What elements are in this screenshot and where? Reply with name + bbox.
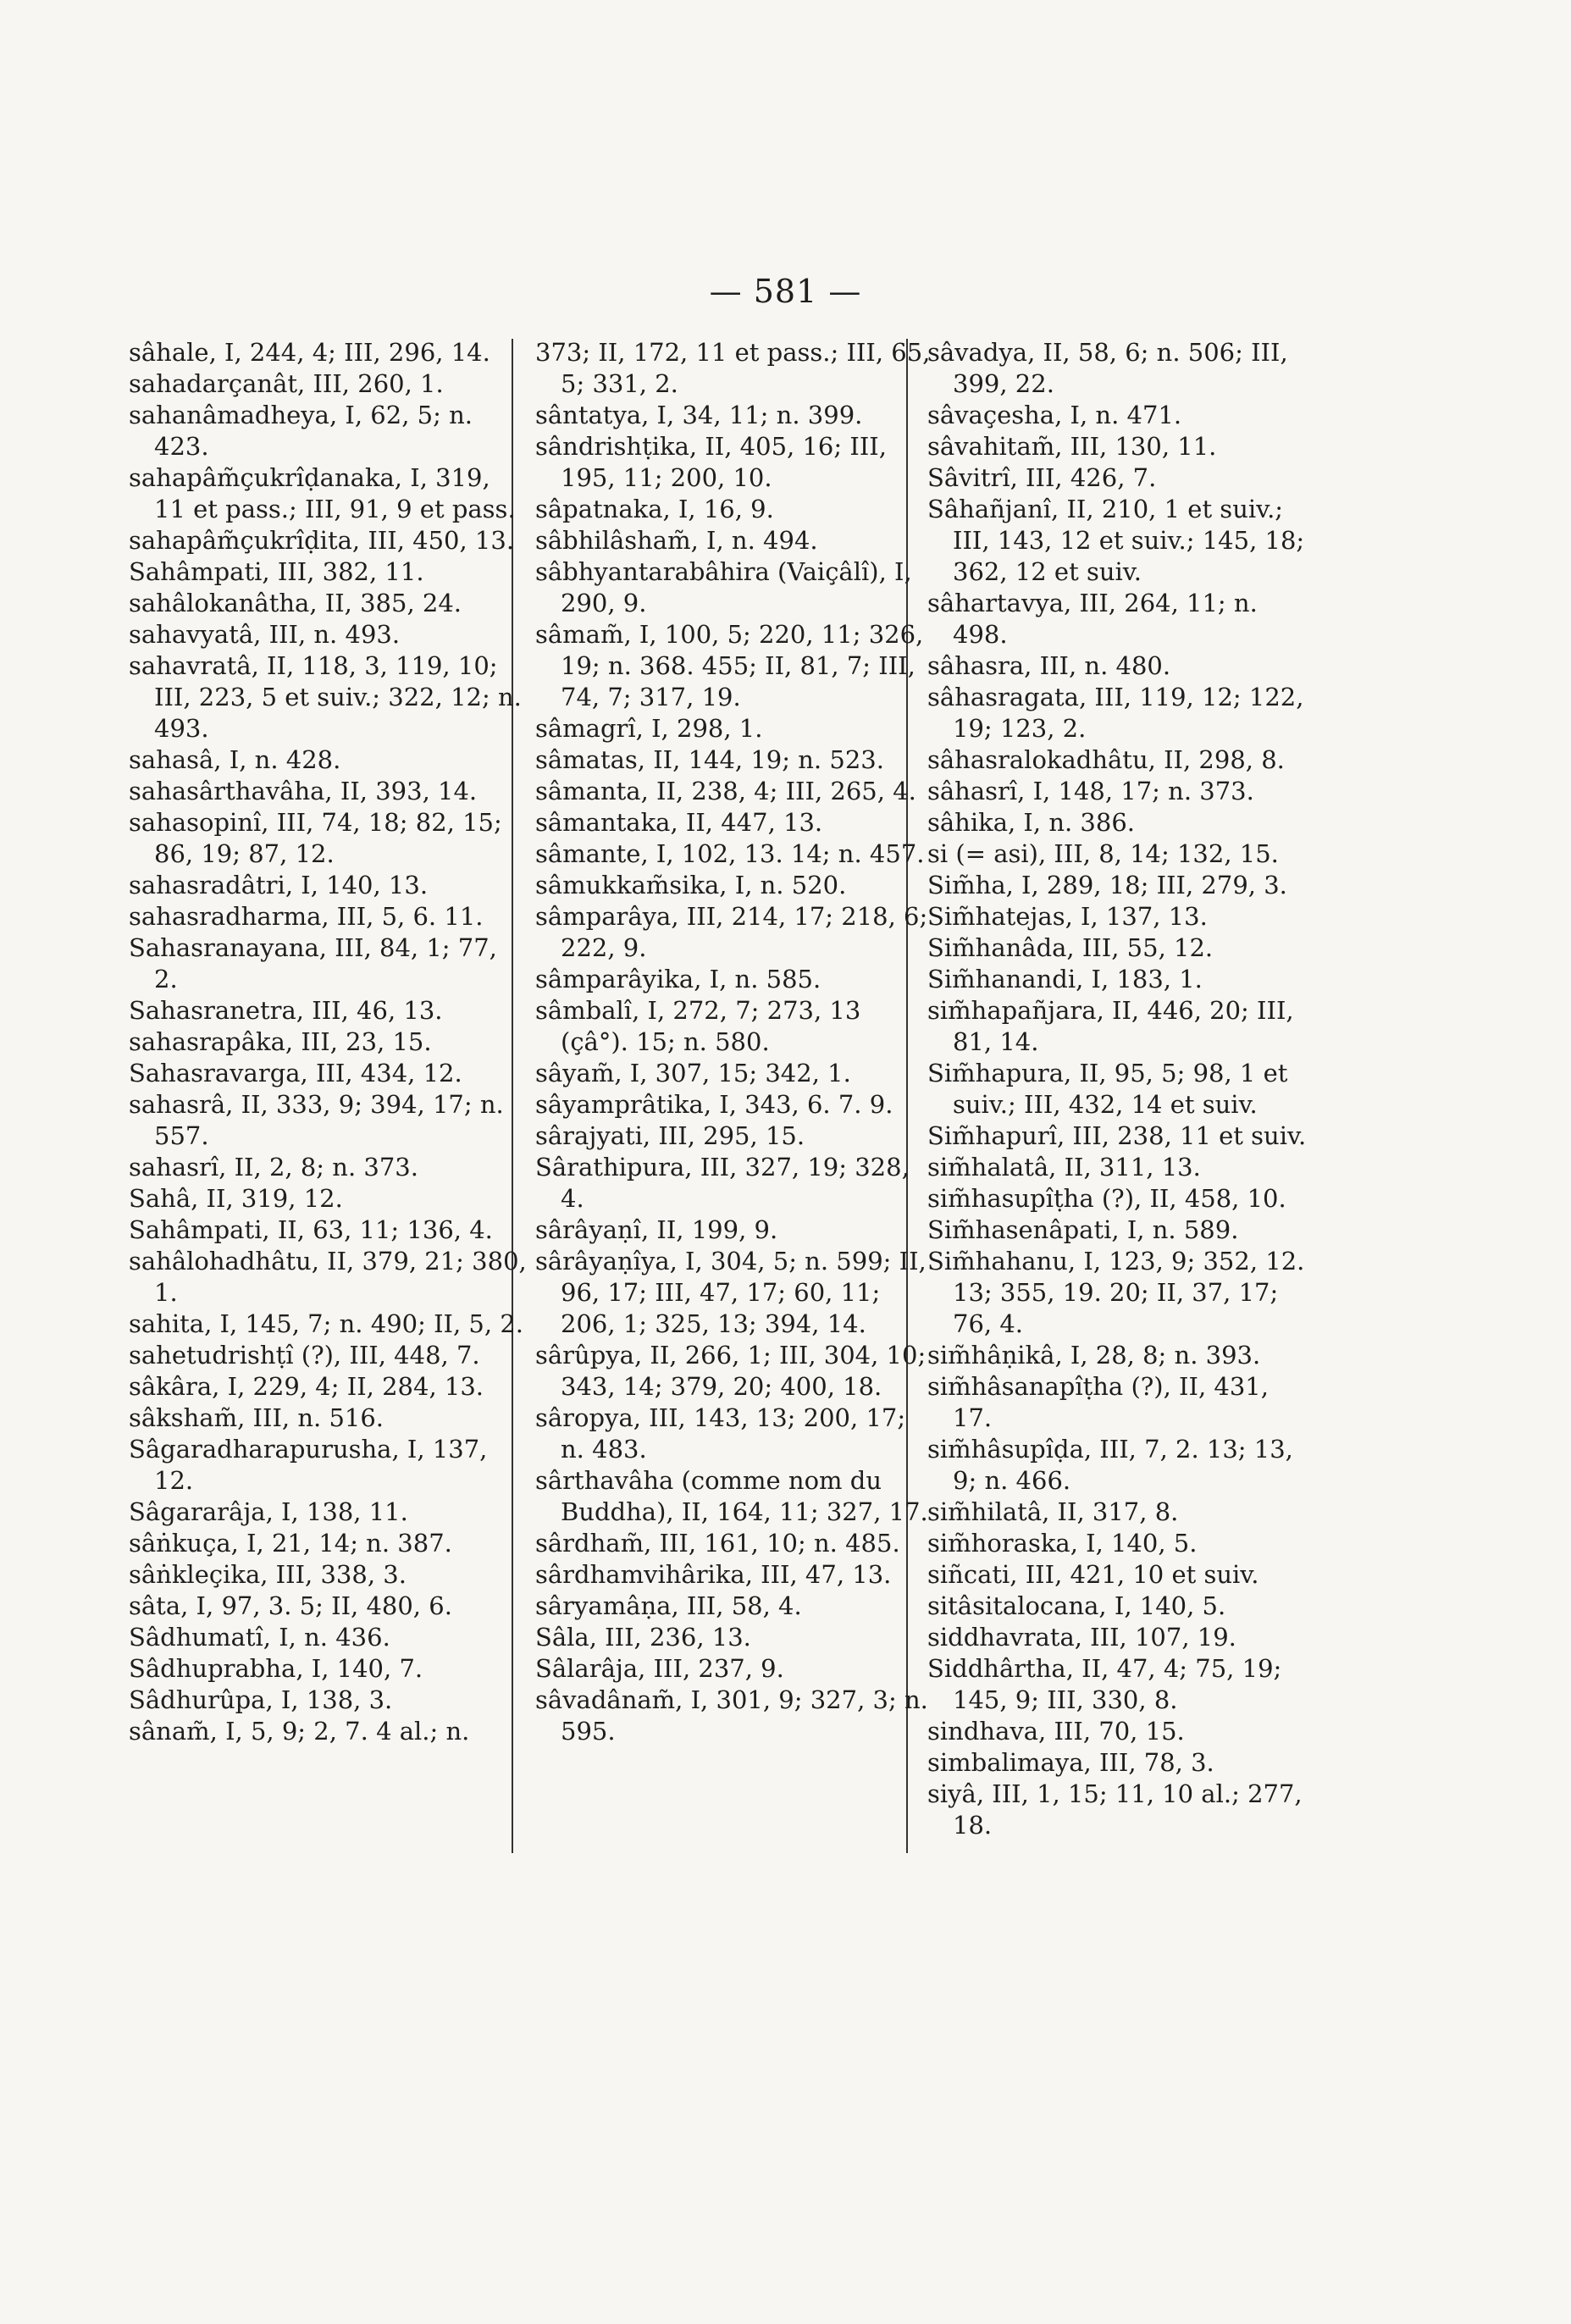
index-entry: Sâvitrî, III, 426, 7. bbox=[927, 463, 1157, 492]
index-entry: Sim̃ha, I, 289, 18; III, 279, 3. bbox=[927, 871, 1287, 899]
index-entry: sântatya, I, 34, 11; n. 399. bbox=[535, 401, 863, 429]
index-entry: sahapâm̃çukrîḍanaka, I, 319, 11 et pass.; III, 91, 9 et pass. bbox=[129, 463, 516, 523]
index-entry: Sahasranayana, III, 84, 1; 77, 2. bbox=[129, 933, 497, 993]
index-entry: sitâsitalocana, I, 140, 5. bbox=[927, 1591, 1226, 1620]
index-entry: Siddhârtha, II, 47, 4; 75, 19; 145, 9; III, 330, 8. bbox=[927, 1654, 1282, 1714]
index-entry: sahasâ, I, n. 428. bbox=[129, 745, 341, 774]
index-entry: sârûpya, II, 266, 1; III, 304, 10; 343, 14; 379, 20; 400, 18. bbox=[535, 1341, 927, 1401]
index-entry: siddhavrata, III, 107, 19. bbox=[927, 1623, 1236, 1652]
index-entry: sim̃hâsupîḍa, III, 7, 2. 13; 13, 9; n. 466. bbox=[927, 1435, 1293, 1495]
index-entry: Sahasravarga, III, 434, 12. bbox=[129, 1059, 462, 1087]
index-entry: sâmante, I, 102, 13. 14; n. 457. bbox=[535, 839, 925, 868]
index-entry: sim̃hâṇikâ, I, 28, 8; n. 393. bbox=[927, 1341, 1261, 1370]
index-entry: sâta, I, 97, 3. 5; II, 480, 6. bbox=[129, 1591, 452, 1620]
index-entry: Sahâmpati, II, 63, 11; 136, 4. bbox=[129, 1215, 493, 1244]
index-entry: sâvadya, II, 58, 6; n. 506; III, 399, 22. bbox=[927, 338, 1288, 398]
index-entry: sahasradâtri, I, 140, 13. bbox=[129, 871, 429, 899]
index-entry: 373; II, 172, 11 et pass.; III, 65, 5; 331, 2. bbox=[535, 338, 931, 398]
index-entry: sâmukkam̃sika, I, n. 520. bbox=[535, 871, 847, 899]
index-entry: sâvahitam̃, III, 130, 11. bbox=[927, 432, 1217, 461]
index-entry: sim̃hilatâ, II, 317, 8. bbox=[927, 1497, 1179, 1526]
index-entry: Sâlarâja, III, 237, 9. bbox=[535, 1654, 784, 1683]
index-entry: sâmatas, II, 144, 19; n. 523. bbox=[535, 745, 884, 774]
index-entry: Sâgaradharapurusha, I, 137, 12. bbox=[129, 1435, 488, 1495]
index-entry: sâhartavya, III, 264, 11; n. 498. bbox=[927, 589, 1258, 649]
index-entry: sahetudrishṭî (?), III, 448, 7. bbox=[129, 1341, 480, 1370]
index-entry: sahâlohadhâtu, II, 379, 21; 380, 1. bbox=[129, 1247, 527, 1307]
index-entry: sâyamprâtika, I, 343, 6. 7. 9. bbox=[535, 1090, 893, 1119]
index-entry: sâmbalî, I, 272, 7; 273, 13 (çâ°). 15; n. 580. bbox=[535, 996, 861, 1056]
index-entry: sâropya, III, 143, 13; 200, 17; n. 483. bbox=[535, 1403, 906, 1464]
index-entry: Sahâmpati, III, 382, 11. bbox=[129, 557, 424, 586]
index-entry: sârâyaṇî, II, 199, 9. bbox=[535, 1215, 778, 1244]
index-entry: Sim̃hatejas, I, 137, 13. bbox=[927, 902, 1208, 931]
index-entry: sâpatnaka, I, 16, 9. bbox=[535, 495, 774, 523]
index-entry: Sim̃hapurî, III, 238, 11 et suiv. bbox=[927, 1121, 1307, 1150]
index-entry: Sâla, III, 236, 13. bbox=[535, 1623, 751, 1652]
index-entry: sindhava, III, 70, 15. bbox=[927, 1717, 1185, 1746]
index-entry: sârthavâha (comme nom du Buddha), II, 164, 11; 327, 17. bbox=[535, 1466, 928, 1526]
index-entry: simbalimaya, III, 78, 3. bbox=[927, 1748, 1214, 1777]
page-number: — 581 — bbox=[709, 273, 862, 310]
index-entry: Sâdhumatî, I, n. 436. bbox=[129, 1623, 390, 1652]
index-entry: sahasârthavâha, II, 393, 14. bbox=[129, 777, 478, 805]
index-entry: sahavyatâ, III, n. 493. bbox=[129, 620, 401, 649]
index-entry: sâmagrî, I, 298, 1. bbox=[535, 714, 763, 743]
index-entry: sahasrapâka, III, 23, 15. bbox=[129, 1027, 432, 1056]
index-entry: sahasopinî, III, 74, 18; 82, 15; 86, 19; 87, 12. bbox=[129, 808, 502, 868]
index-entry: sâmparâya, III, 214, 17; 218, 6; 222, 9. bbox=[535, 902, 928, 962]
index-entry: Sâdhuprabha, I, 140, 7. bbox=[129, 1654, 423, 1683]
index-entry: Sim̃hanandi, I, 183, 1. bbox=[927, 965, 1203, 993]
index-entry: sâkâra, I, 229, 4; II, 284, 13. bbox=[129, 1372, 484, 1401]
index-entry: sim̃hâsanapîṭha (?), II, 431, 17. bbox=[927, 1372, 1269, 1432]
index-entry: Sahasranetra, III, 46, 13. bbox=[129, 996, 443, 1025]
index-column-1 bbox=[129, 337, 527, 1747]
index-entry: sahasrâ, II, 333, 9; 394, 17; n. 557. bbox=[129, 1090, 504, 1150]
index-column-3 bbox=[927, 337, 1308, 1841]
index-entry: Sim̃hanâda, III, 55, 12. bbox=[927, 933, 1214, 962]
index-entry: sârdham̃, III, 161, 10; n. 485. bbox=[535, 1529, 900, 1558]
index-entry: sâyam̃, I, 307, 15; 342, 1. bbox=[535, 1059, 851, 1087]
index-entry: sâvaçesha, I, n. 471. bbox=[927, 401, 1182, 429]
index-entry: sâmparâyika, I, n. 585. bbox=[535, 965, 821, 993]
index-entry: sim̃hapañjara, II, 446, 20; III, 81, 14. bbox=[927, 996, 1294, 1056]
index-entry: si (= asi), III, 8, 14; 132, 15. bbox=[927, 839, 1279, 868]
index-entry: sâbhilâsham̃, I, n. 494. bbox=[535, 526, 818, 555]
index-entry: sâryamâṇa, III, 58, 4. bbox=[535, 1591, 802, 1620]
index-column-2 bbox=[535, 337, 933, 1747]
index-entry: sahasrî, II, 2, 8; n. 373. bbox=[129, 1153, 418, 1181]
index-entry: sâbhyantarabâhira (Vaiçâlî), I, 290, 9. bbox=[535, 557, 912, 617]
index-entry: sândrishṭika, II, 405, 16; III, 195, 11; 200, 10. bbox=[535, 432, 887, 492]
index-entry: sâhika, I, n. 386. bbox=[927, 808, 1135, 837]
index-entry: sârâyaṇîya, I, 304, 5; n. 599; II, 96, 17; III, 47, 17; 60, 11; 206, 1; 325, 13; 394, 14. bbox=[535, 1247, 927, 1338]
index-entry: sim̃hasupîṭha (?), II, 458, 10. bbox=[927, 1184, 1286, 1213]
index-entry: sim̃halatâ, II, 311, 13. bbox=[927, 1153, 1201, 1181]
index-entry: sâhasrî, I, 148, 17; n. 373. bbox=[927, 777, 1254, 805]
index-entry: sâmam̃, I, 100, 5; 220, 11; 326, 19; n. 368. 455; II, 81, 7; III, 74, 7; 317, 19. bbox=[535, 620, 924, 711]
index-entry: sahapâm̃çukrîḍita, III, 450, 13. bbox=[129, 526, 515, 555]
index-entry: Sâgararâja, I, 138, 11. bbox=[129, 1497, 408, 1526]
index-entry: sâhasragata, III, 119, 12; 122, 19; 123, 2. bbox=[927, 683, 1304, 743]
index-entry: sim̃horaska, I, 140, 5. bbox=[927, 1529, 1198, 1558]
index-entry: sâhasralokadhâtu, II, 298, 8. bbox=[927, 745, 1285, 774]
index-entry: Sâdhurûpa, I, 138, 3. bbox=[129, 1685, 393, 1714]
index-entry: sârdhamvihârika, III, 47, 13. bbox=[535, 1560, 892, 1589]
index-entry: Sâhañjanî, II, 210, 1 et suiv.; III, 143, 12 et suiv.; 145, 18; 362, 12 et suiv. bbox=[927, 495, 1305, 586]
index-entry: sahasradharma, III, 5, 6. 11. bbox=[129, 902, 484, 931]
index-entry: sâvadânam̃, I, 301, 9; 327, 3; n. 595. bbox=[535, 1685, 928, 1746]
index-entry: sâmantaka, II, 447, 13. bbox=[535, 808, 823, 837]
index-entry: sâṅkleçika, III, 338, 3. bbox=[129, 1560, 407, 1589]
index-entry: siñcati, III, 421, 10 et suiv. bbox=[927, 1560, 1259, 1589]
index-entry: sâksham̃, III, n. 516. bbox=[129, 1403, 384, 1432]
index-entry: siyâ, III, 1, 15; 11, 10 al.; 277, 18. bbox=[927, 1779, 1303, 1840]
index-entry: Sim̃hasenâpati, I, n. 589. bbox=[927, 1215, 1239, 1244]
index-entry: sâhale, I, 244, 4; III, 296, 14. bbox=[129, 338, 490, 367]
index-entry: sahadarçanât, III, 260, 1. bbox=[129, 369, 444, 398]
index-entry: sahavratâ, II, 118, 3, 119, 10; III, 223, 5 et suiv.; 322, 12; n. 493. bbox=[129, 651, 522, 743]
index-entry: sâṅkuça, I, 21, 14; n. 387. bbox=[129, 1529, 452, 1558]
index-entry: Sahâ, II, 319, 12. bbox=[129, 1184, 343, 1213]
index-entry: Sim̃hapura, II, 95, 5; 98, 1 et suiv.; III, 432, 14 et suiv. bbox=[927, 1059, 1288, 1119]
index-entry: Sârathipura, III, 327, 19; 328, 4. bbox=[535, 1153, 910, 1213]
index-entry: sâmanta, II, 238, 4; III, 265, 4. bbox=[535, 777, 916, 805]
index-entry: sahâlokanâtha, II, 385, 24. bbox=[129, 589, 462, 617]
index-entry: Sim̃hahanu, I, 123, 9; 352, 12. 13; 355, 19. 20; II, 37, 17; 76, 4. bbox=[927, 1247, 1305, 1338]
index-entry: sânam̃, I, 5, 9; 2, 7. 4 al.; n. bbox=[129, 1717, 470, 1746]
index-entry: sâhasra, III, n. 480. bbox=[927, 651, 1171, 680]
index-entry: sahanâmadheya, I, 62, 5; n. 423. bbox=[129, 401, 473, 461]
index-entry: sahita, I, 145, 7; n. 490; II, 5, 2. bbox=[129, 1309, 523, 1338]
index-entry: sârajyati, III, 295, 15. bbox=[535, 1121, 805, 1150]
